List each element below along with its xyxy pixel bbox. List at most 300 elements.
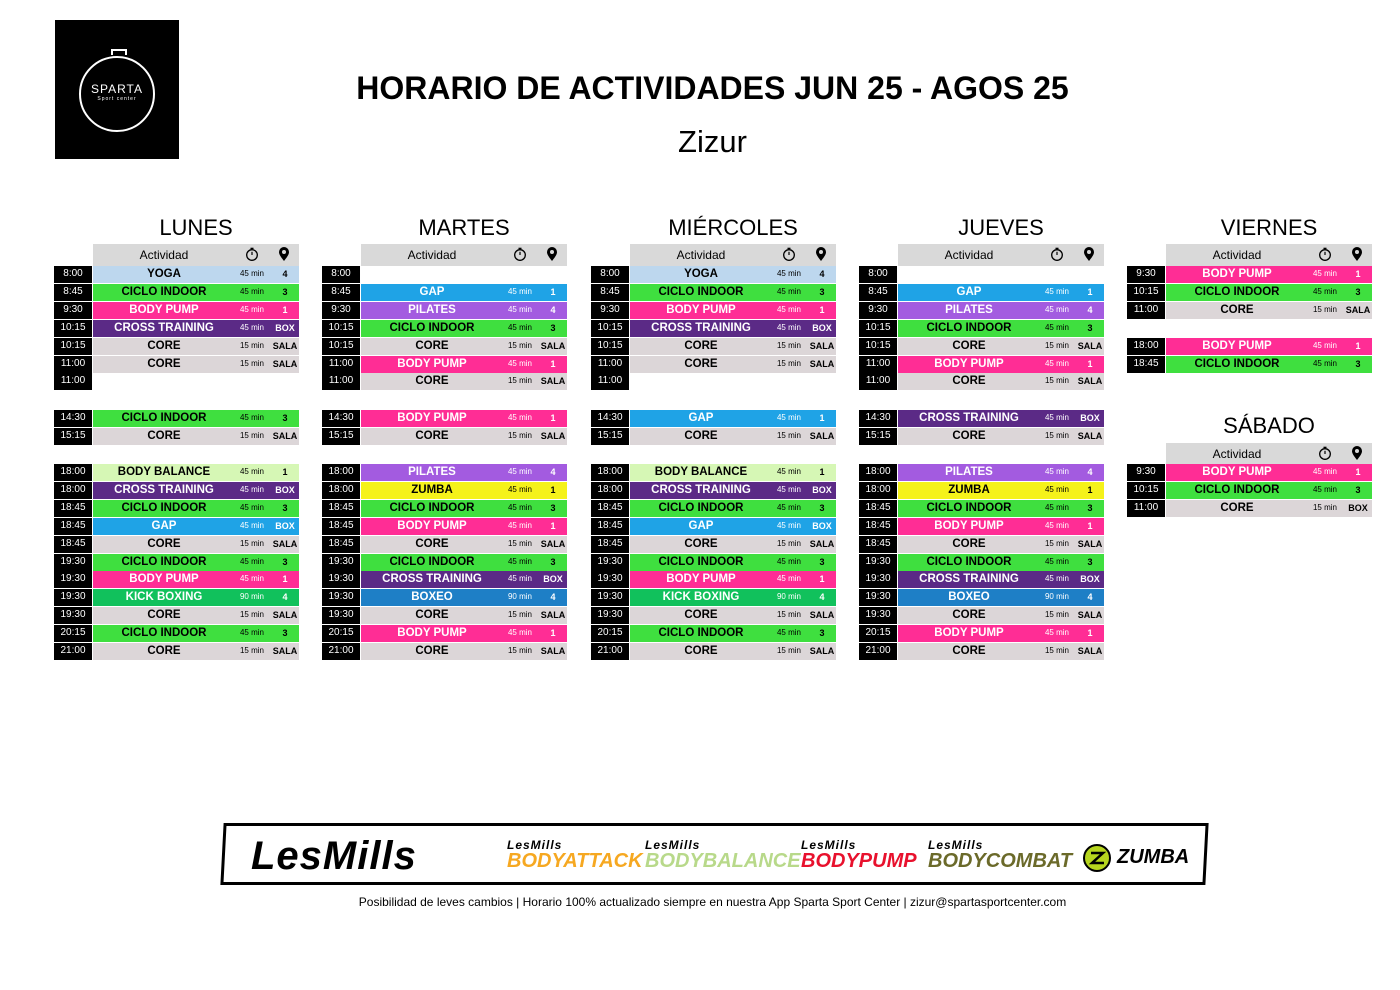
class-time: 19:30 bbox=[859, 571, 897, 588]
class-activity bbox=[898, 320, 1104, 337]
logo-main-text: SPARTA bbox=[90, 82, 143, 96]
class-duration: 15 min bbox=[776, 358, 801, 368]
logo-crown-icon bbox=[111, 49, 127, 55]
class-room: SALA bbox=[809, 358, 835, 369]
class-name: CICLO INDOOR bbox=[389, 501, 475, 514]
schedule-row bbox=[54, 643, 299, 659]
class-time: 11:00 bbox=[859, 356, 897, 373]
class-activity bbox=[898, 589, 1104, 606]
class-activity bbox=[898, 373, 1104, 390]
class-name: BODY BALANCE bbox=[117, 466, 211, 478]
class-activity bbox=[630, 607, 836, 624]
class-room: SALA bbox=[809, 430, 835, 441]
class-time: 20:15 bbox=[859, 625, 897, 642]
class-time: 18:00 bbox=[54, 464, 92, 481]
schedule-row bbox=[322, 500, 567, 516]
class-activity bbox=[898, 643, 1104, 660]
schedule-row bbox=[54, 373, 299, 389]
class-duration: 45 min bbox=[1044, 304, 1069, 314]
class-activity bbox=[630, 373, 836, 390]
schedule-row bbox=[591, 607, 836, 623]
class-time: 11:00 bbox=[1127, 500, 1165, 517]
class-room: SALA bbox=[1077, 538, 1103, 549]
class-time: 9:30 bbox=[322, 302, 360, 319]
program-brand: LesMills bbox=[928, 838, 984, 852]
class-duration: 15 min bbox=[239, 646, 264, 655]
class-time: 11:00 bbox=[1127, 302, 1165, 319]
schedule-row bbox=[859, 284, 1104, 300]
class-duration: 15 min bbox=[1312, 304, 1337, 314]
page-title: HORARIO DE ACTIVIDADES JUN 25 - AGOS 25 bbox=[356, 70, 1069, 106]
stopwatch-icon bbox=[1318, 247, 1332, 261]
class-time: 18:00 bbox=[54, 482, 92, 499]
schedule-row bbox=[1127, 302, 1372, 318]
class-activity bbox=[93, 643, 299, 660]
class-name: CORE bbox=[952, 429, 986, 442]
class-name: BODY PUMP bbox=[397, 412, 467, 424]
schedule-row bbox=[859, 410, 1104, 426]
class-activity bbox=[898, 410, 1104, 427]
class-duration: 45 min bbox=[239, 628, 264, 638]
schedule-row bbox=[322, 554, 567, 570]
class-duration: 45 min bbox=[1044, 556, 1069, 566]
class-time: 8:45 bbox=[591, 284, 629, 301]
class-time: 18:45 bbox=[591, 518, 629, 535]
class-name: BODY PUMP bbox=[129, 573, 199, 586]
class-time: 19:30 bbox=[54, 589, 92, 606]
class-duration: 90 min bbox=[776, 592, 801, 602]
class-room: BOX bbox=[1080, 574, 1100, 585]
schedule-row bbox=[54, 482, 299, 498]
class-duration: 45 min bbox=[507, 286, 532, 296]
class-activity bbox=[361, 482, 567, 499]
class-room: 3 bbox=[819, 502, 825, 513]
class-name: PILATES bbox=[945, 303, 993, 316]
class-room: SALA bbox=[809, 538, 835, 549]
class-time: 11:00 bbox=[859, 373, 897, 390]
schedule-row bbox=[859, 428, 1104, 444]
class-activity bbox=[93, 625, 299, 642]
class-time: 19:30 bbox=[54, 571, 92, 588]
class-duration: 45 min bbox=[507, 502, 532, 512]
activity-header-label: Actividad bbox=[676, 248, 726, 262]
class-activity bbox=[93, 338, 299, 355]
class-duration: 45 min bbox=[239, 304, 264, 314]
schedule-row bbox=[591, 373, 836, 389]
class-name: CICLO INDOOR bbox=[658, 285, 744, 298]
class-duration: 45 min bbox=[776, 520, 801, 530]
class-time: 15:15 bbox=[591, 428, 629, 445]
schedule-row bbox=[859, 464, 1104, 480]
class-name: CORE bbox=[1220, 501, 1254, 514]
class-room: 1 bbox=[550, 358, 556, 369]
class-duration: 15 min bbox=[776, 340, 801, 350]
class-time: 19:30 bbox=[322, 607, 360, 624]
class-time: 19:30 bbox=[322, 554, 360, 571]
program-bodycombat bbox=[928, 838, 1072, 873]
schedule-row bbox=[591, 589, 836, 605]
class-activity bbox=[630, 428, 836, 445]
class-duration: 45 min bbox=[776, 286, 801, 296]
class-room: SALA bbox=[272, 646, 298, 656]
class-time: 19:30 bbox=[591, 554, 629, 571]
schedule-row bbox=[1127, 338, 1372, 354]
schedule-row bbox=[322, 373, 567, 389]
schedule-row bbox=[54, 554, 299, 570]
class-name: BODY PUMP bbox=[666, 303, 736, 316]
class-room: 1 bbox=[819, 304, 825, 315]
class-activity bbox=[93, 500, 299, 517]
class-activity bbox=[630, 464, 836, 481]
class-activity bbox=[361, 266, 567, 283]
class-room: 1 bbox=[550, 413, 556, 423]
class-activity bbox=[1166, 500, 1372, 517]
class-room: BOX bbox=[812, 322, 832, 333]
table-header-viernes bbox=[1166, 244, 1372, 266]
class-duration: 45 min bbox=[507, 628, 532, 638]
class-room: 4 bbox=[1087, 592, 1093, 603]
class-activity bbox=[93, 284, 299, 301]
class-duration: 45 min bbox=[1312, 484, 1337, 494]
class-room: SALA bbox=[1077, 340, 1103, 351]
page-subtitle: Zizur bbox=[678, 124, 747, 159]
class-room: 1 bbox=[550, 484, 556, 495]
class-room: SALA bbox=[540, 430, 566, 441]
class-room: 1 bbox=[1355, 341, 1361, 351]
class-time: 9:30 bbox=[1127, 464, 1165, 481]
class-time: 19:30 bbox=[54, 607, 92, 624]
program-name: BODYATTACK bbox=[507, 850, 643, 872]
class-activity bbox=[361, 607, 567, 624]
schedule-row bbox=[1127, 500, 1372, 516]
table-header-martes bbox=[361, 244, 567, 266]
class-duration: 45 min bbox=[776, 574, 801, 584]
class-name: CICLO INDOOR bbox=[121, 501, 207, 514]
class-time: 10:15 bbox=[54, 338, 92, 355]
schedule-row bbox=[859, 500, 1104, 516]
class-duration: 15 min bbox=[776, 538, 801, 548]
class-name: CORE bbox=[952, 339, 986, 352]
location-pin-icon bbox=[1350, 445, 1364, 461]
schedule-row bbox=[322, 428, 567, 444]
class-activity bbox=[898, 625, 1104, 642]
class-time: 20:15 bbox=[54, 625, 92, 642]
class-room: 3 bbox=[1355, 484, 1361, 495]
class-duration: 15 min bbox=[507, 430, 532, 440]
class-time: 10:15 bbox=[591, 338, 629, 355]
class-duration: 15 min bbox=[239, 610, 264, 620]
class-activity bbox=[898, 571, 1104, 588]
schedule-row bbox=[322, 410, 567, 426]
class-name: CORE bbox=[952, 537, 986, 550]
class-activity bbox=[898, 302, 1104, 319]
class-time: 11:00 bbox=[54, 356, 92, 373]
table-header-sabado bbox=[1166, 443, 1372, 465]
class-duration: 45 min bbox=[239, 556, 264, 566]
class-duration: 15 min bbox=[507, 340, 532, 350]
class-name: BODY PUMP bbox=[129, 303, 199, 316]
class-activity bbox=[361, 643, 567, 660]
class-duration: 45 min bbox=[1044, 628, 1069, 638]
class-name: CORE bbox=[415, 339, 449, 352]
class-name: CICLO INDOOR bbox=[658, 627, 744, 640]
class-time: 18:45 bbox=[1127, 356, 1165, 373]
stopwatch-icon bbox=[245, 247, 259, 261]
class-room: SALA bbox=[809, 646, 835, 656]
class-time: 18:00 bbox=[322, 464, 360, 481]
schedule-row bbox=[591, 284, 836, 300]
class-time: 9:30 bbox=[54, 302, 92, 319]
class-room: SALA bbox=[1345, 304, 1371, 315]
schedule-row bbox=[859, 356, 1104, 372]
class-time: 14:30 bbox=[591, 410, 629, 427]
lesmills-logo: LesMills bbox=[251, 834, 417, 878]
schedule-row bbox=[54, 284, 299, 300]
schedule-row bbox=[591, 356, 836, 372]
class-room: SALA bbox=[540, 340, 566, 351]
class-activity bbox=[93, 536, 299, 553]
class-name: KICK BOXING bbox=[662, 591, 740, 604]
class-duration: 15 min bbox=[239, 358, 264, 368]
class-duration: 15 min bbox=[1044, 376, 1069, 386]
class-name: CORE bbox=[147, 429, 181, 442]
location-pin-icon bbox=[814, 246, 828, 262]
class-time: 9:30 bbox=[1127, 266, 1165, 283]
class-activity bbox=[93, 428, 299, 445]
class-activity bbox=[361, 571, 567, 588]
class-duration: 45 min bbox=[507, 484, 532, 494]
class-duration: 45 min bbox=[507, 574, 532, 584]
class-time: 9:30 bbox=[591, 302, 629, 319]
class-name: BODY PUMP bbox=[1202, 340, 1272, 352]
schedule-row bbox=[322, 589, 567, 605]
class-duration: 90 min bbox=[507, 592, 532, 602]
schedule-row bbox=[591, 500, 836, 516]
class-duration: 45 min bbox=[776, 413, 801, 422]
class-duration: 45 min bbox=[239, 467, 264, 476]
class-duration: 45 min bbox=[239, 484, 264, 494]
class-duration: 45 min bbox=[1044, 413, 1069, 422]
class-time: 18:45 bbox=[859, 518, 897, 535]
class-time: 21:00 bbox=[322, 643, 360, 660]
class-room: 1 bbox=[819, 574, 825, 585]
class-duration: 45 min bbox=[1312, 286, 1337, 296]
class-activity bbox=[361, 464, 567, 481]
class-activity bbox=[1166, 284, 1372, 301]
class-name: BOXEO bbox=[948, 591, 990, 604]
class-room: 1 bbox=[550, 286, 556, 297]
class-time: 18:00 bbox=[859, 464, 897, 481]
class-time: 18:45 bbox=[859, 500, 897, 517]
schedule-row bbox=[322, 536, 567, 552]
schedule-row bbox=[1127, 356, 1372, 372]
schedule-row bbox=[859, 338, 1104, 354]
class-time: 8:45 bbox=[54, 284, 92, 301]
class-activity bbox=[93, 373, 299, 390]
class-activity bbox=[630, 625, 836, 642]
class-name: CORE bbox=[952, 375, 986, 388]
class-room: 3 bbox=[550, 502, 556, 513]
program-bodybalance bbox=[645, 838, 801, 873]
class-name: CROSS TRAINING bbox=[919, 573, 1019, 586]
class-room: BOX bbox=[812, 484, 832, 495]
class-activity bbox=[93, 482, 299, 499]
schedule-row bbox=[859, 536, 1104, 552]
schedule-row bbox=[591, 410, 836, 426]
class-duration: 15 min bbox=[239, 538, 264, 548]
class-time: 18:45 bbox=[591, 536, 629, 553]
class-name: GAP bbox=[688, 519, 714, 532]
class-time: 19:30 bbox=[859, 554, 897, 571]
class-activity bbox=[630, 554, 836, 571]
activity-header-label: Actividad bbox=[1212, 248, 1262, 262]
class-duration: 15 min bbox=[776, 646, 801, 655]
schedule-row bbox=[859, 607, 1104, 623]
class-activity bbox=[361, 625, 567, 642]
class-activity bbox=[361, 554, 567, 571]
class-activity bbox=[93, 554, 299, 571]
program-bodyattack bbox=[507, 838, 643, 873]
class-name: CORE bbox=[415, 429, 449, 442]
schedule-row bbox=[54, 518, 299, 534]
class-activity bbox=[93, 589, 299, 606]
class-name: BODY PUMP bbox=[397, 357, 467, 370]
activity-header-label: Actividad bbox=[1212, 447, 1262, 461]
class-duration: 45 min bbox=[776, 502, 801, 512]
class-activity bbox=[898, 536, 1104, 553]
class-room: 3 bbox=[1087, 556, 1093, 567]
program-brand: LesMills bbox=[801, 838, 857, 852]
class-room: SALA bbox=[1077, 646, 1103, 656]
class-room: 3 bbox=[819, 286, 825, 297]
day-title-miercoles: MIÉRCOLES bbox=[668, 215, 798, 240]
class-room: 3 bbox=[282, 628, 288, 639]
class-name: CICLO INDOOR bbox=[926, 555, 1012, 568]
class-activity bbox=[93, 571, 299, 588]
class-name: CORE bbox=[147, 645, 181, 657]
class-room: 1 bbox=[819, 413, 825, 423]
class-duration: 15 min bbox=[1044, 340, 1069, 350]
schedule-row bbox=[591, 266, 836, 282]
class-time: 10:15 bbox=[859, 338, 897, 355]
class-room: BOX bbox=[812, 520, 832, 531]
class-room: SALA bbox=[540, 376, 566, 387]
schedule-row bbox=[322, 338, 567, 354]
class-room: 3 bbox=[550, 322, 556, 333]
class-duration: 45 min bbox=[776, 628, 801, 638]
schedule-row bbox=[859, 373, 1104, 389]
class-activity bbox=[630, 266, 836, 283]
schedule-row bbox=[859, 625, 1104, 641]
class-name: CICLO INDOOR bbox=[389, 555, 475, 568]
class-time: 18:45 bbox=[54, 536, 92, 553]
class-time: 18:45 bbox=[322, 500, 360, 517]
class-name: BODY PUMP bbox=[934, 627, 1004, 640]
class-room: 1 bbox=[282, 574, 288, 585]
class-name: CORE bbox=[684, 645, 718, 657]
class-activity bbox=[361, 356, 567, 373]
class-duration: 45 min bbox=[1312, 358, 1337, 368]
class-activity bbox=[898, 266, 1104, 283]
class-room: SALA bbox=[272, 358, 298, 369]
class-name: CORE bbox=[684, 429, 718, 442]
class-time: 11:00 bbox=[322, 373, 360, 390]
class-duration: 45 min bbox=[239, 574, 264, 584]
class-time: 19:30 bbox=[322, 571, 360, 588]
class-room: SALA bbox=[809, 610, 835, 621]
class-activity bbox=[630, 536, 836, 553]
class-time: 10:15 bbox=[1127, 482, 1165, 499]
schedule-row bbox=[54, 625, 299, 641]
class-name: CORE bbox=[952, 645, 986, 657]
class-room: SALA bbox=[540, 538, 566, 549]
class-activity bbox=[93, 356, 299, 373]
day-title-martes: MARTES bbox=[418, 215, 510, 240]
schedule-row bbox=[54, 607, 299, 623]
class-name: CICLO INDOOR bbox=[389, 321, 475, 334]
class-activity bbox=[898, 554, 1104, 571]
class-name: CICLO INDOOR bbox=[121, 412, 207, 424]
class-duration: 45 min bbox=[776, 484, 801, 494]
schedule-row bbox=[591, 518, 836, 534]
class-activity bbox=[1166, 338, 1372, 355]
class-duration: 45 min bbox=[507, 520, 532, 530]
class-duration: 15 min bbox=[507, 646, 532, 655]
class-duration: 45 min bbox=[1044, 467, 1069, 476]
class-time: 18:00 bbox=[322, 482, 360, 499]
class-duration: 45 min bbox=[507, 304, 532, 314]
class-room: 4 bbox=[282, 269, 288, 279]
day-title-lunes: LUNES bbox=[159, 215, 233, 240]
class-activity bbox=[630, 500, 836, 517]
class-time: 11:00 bbox=[591, 373, 629, 390]
class-activity bbox=[630, 589, 836, 606]
class-activity bbox=[898, 284, 1104, 301]
class-activity bbox=[1166, 302, 1372, 319]
activity-header-label: Actividad bbox=[944, 248, 994, 262]
class-duration: 45 min bbox=[1044, 520, 1069, 530]
class-time: 19:30 bbox=[591, 607, 629, 624]
class-activity bbox=[361, 284, 567, 301]
schedule-row bbox=[859, 320, 1104, 336]
schedule-row bbox=[54, 428, 299, 444]
class-room: 1 bbox=[1087, 520, 1093, 531]
class-time: 18:45 bbox=[322, 518, 360, 535]
class-duration: 45 min bbox=[1312, 269, 1337, 278]
class-activity bbox=[93, 518, 299, 535]
schedule-row bbox=[54, 338, 299, 354]
location-pin-icon bbox=[1350, 246, 1364, 262]
class-room: 4 bbox=[550, 304, 556, 315]
class-name: CORE bbox=[684, 357, 718, 370]
class-room: SALA bbox=[272, 538, 298, 549]
class-activity bbox=[630, 482, 836, 499]
class-name: CORE bbox=[147, 339, 181, 352]
class-duration: 45 min bbox=[1044, 322, 1069, 332]
class-time: 10:15 bbox=[322, 338, 360, 355]
schedule-row bbox=[322, 643, 567, 659]
class-activity bbox=[361, 589, 567, 606]
class-name: CORE bbox=[684, 537, 718, 550]
class-time: 18:45 bbox=[54, 500, 92, 517]
class-duration: 15 min bbox=[776, 430, 801, 440]
schedule-row bbox=[54, 302, 299, 318]
class-name: CORE bbox=[684, 609, 718, 622]
class-activity bbox=[361, 338, 567, 355]
class-name: CROSS TRAINING bbox=[919, 412, 1019, 424]
class-room: 3 bbox=[550, 556, 556, 567]
class-room: 3 bbox=[282, 556, 288, 567]
